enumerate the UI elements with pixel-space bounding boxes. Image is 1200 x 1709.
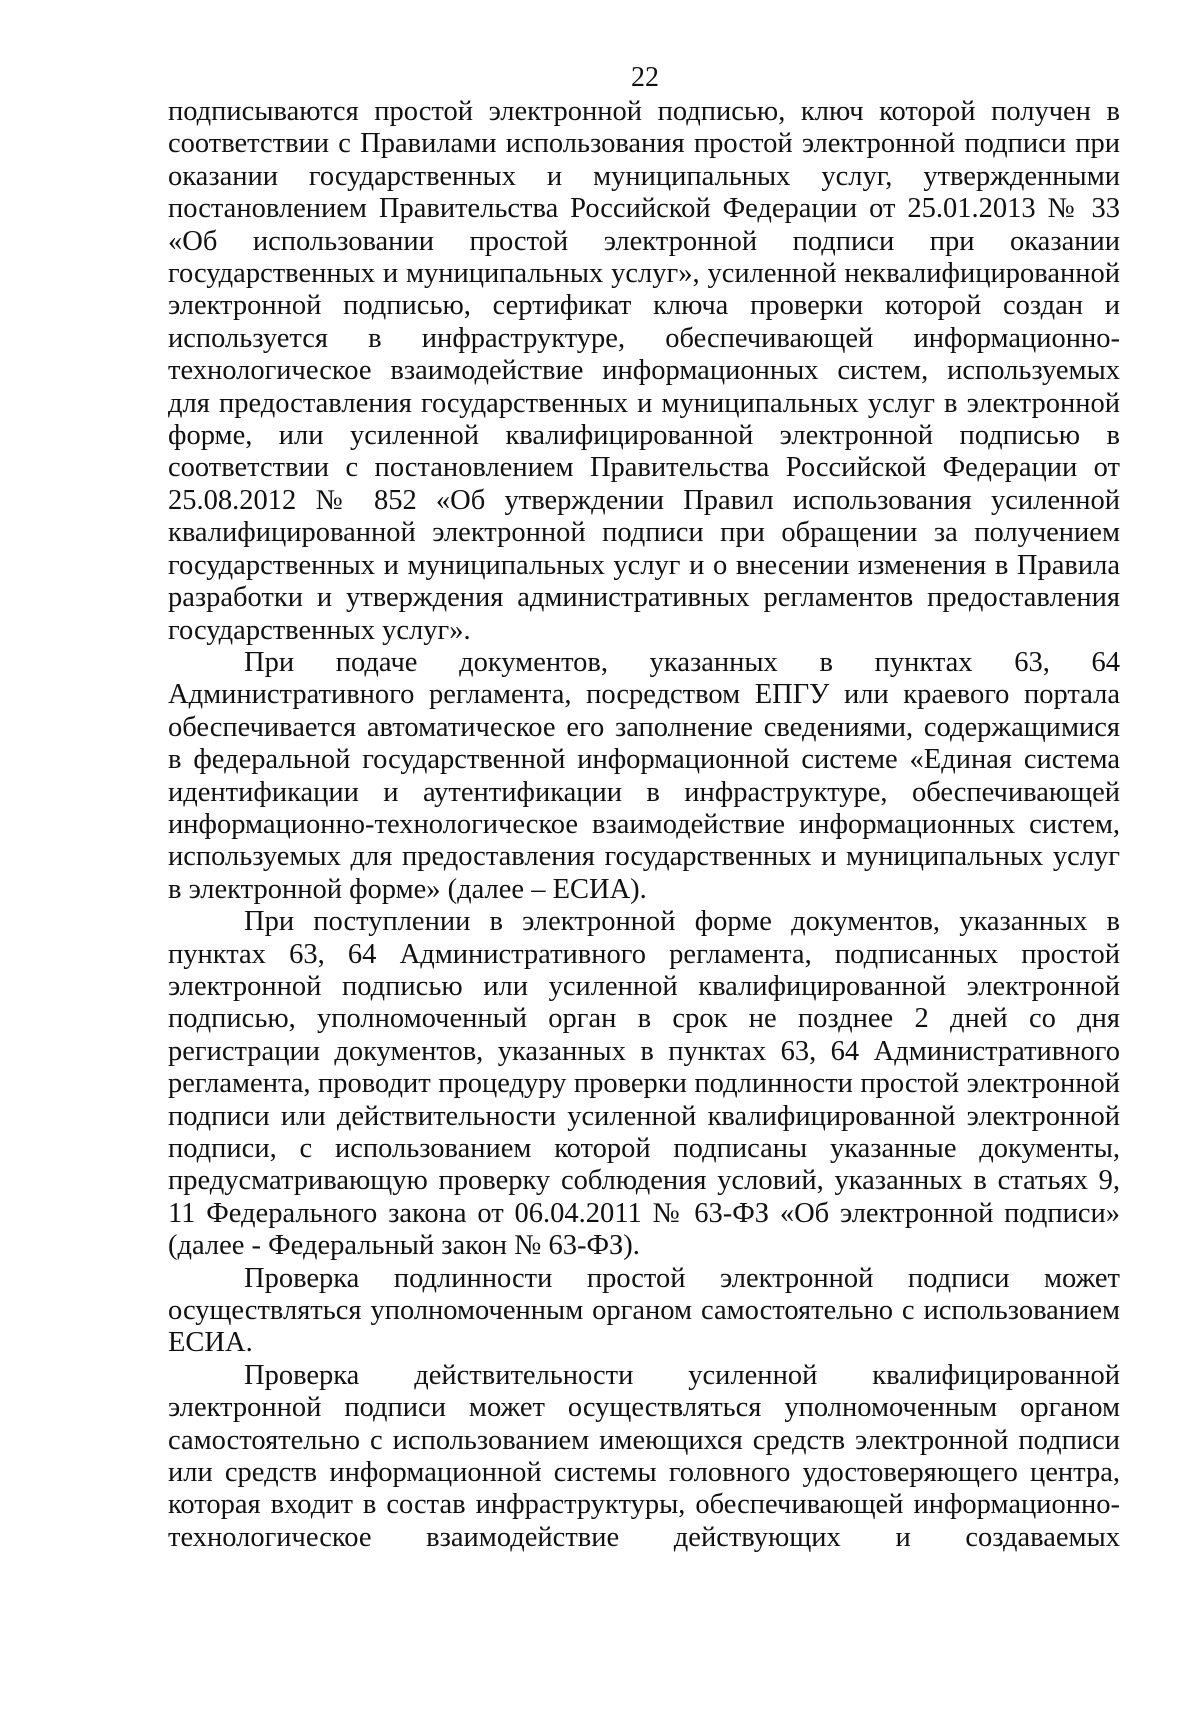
document-body	[168, 96, 1120, 1554]
paragraph-submission: При подаче документов, указанных в пунктах 63, 64 Административного регламента, посредством ЕПГУ или краевого портала обеспечивается автоматическое его заполнение сведениями, содержащимися в федеральной государственной информационной системе «Единая система идентификации и аутентификации в инфраструктуре, обеспечивающей информационно-технологическое взаимодействие информационных систем, используемых для предоставления государственных и муниципальных услуг в электронной форме» (далее – ЕСИА).	[168, 646, 1120, 905]
page-number: 22	[631, 62, 659, 93]
paragraph-continuation: подписываются простой электронной подписью, ключ которой получен в соответствии с Правилами использования простой электронной подписи при оказании государственных и муниципальных услуг, утвержденными постановлением Правительства Российской Федерации от 25.01.2013 № 33 «Об использовании простой электронной подписи при оказании государственных и муниципальных услуг», усиленной неквалифицированной электронной подписью, сертификат ключа проверки которой создан и используется в инфраструктуре, обеспечивающей информационно-технологическое взаимодействие информационных систем, используемых для предоставления государственных и муниципальных услуг в электронной форме, или усиленной квалифицированной электронной подписью в соответствии с постановлением Правительства Российской Федерации от 25.08.2012 № 852 «Об утверждении Правил использования усиленной квалифицированной электронной подписи при обращении за получением государственных и муниципальных услуг и о внесении изменения в Правила разработки и утверждения административных регламентов предоставления государственных услуг».	[168, 96, 1120, 646]
paragraph-verification: При поступлении в электронной форме документов, указанных в пунктах 63, 64 Административного регламента, подписанных простой электронной подписью или усиленной квалифицированной электронной подписью, уполномоченный орган в срок не позднее 2 дней со дня регистрации документов, указанных в пунктах 63, 64 Административного регламента, проводит процедуру проверки подлинности простой электронной подписи или действительности усиленной квалифицированной электронной подписи, с использованием которой подписаны указанные документы, предусматривающую проверку соблюдения условий, указанных в статьях 9, 11 Федерального закона от 06.04.2011 № 63-ФЗ «Об электронной подписи» (далее - Федеральный закон № 63-ФЗ).	[168, 906, 1120, 1262]
paragraph-simple-signature: Проверка подлинности простой электронной подписи может осуществляться уполномоченным органом самостоятельно с использованием ЕСИА.	[168, 1262, 1120, 1359]
paragraph-qualified-signature: Проверка действительности усиленной квалифицированной электронной подписи может осуществляться уполномоченным органом самостоятельно с использованием имеющихся средств электронной подписи или средств информационной системы головного удостоверяющего центра, которая входит в состав инфраструктуры, обеспечивающей информационно-технологическое взаимодействие действующих и создаваемых	[168, 1359, 1120, 1553]
